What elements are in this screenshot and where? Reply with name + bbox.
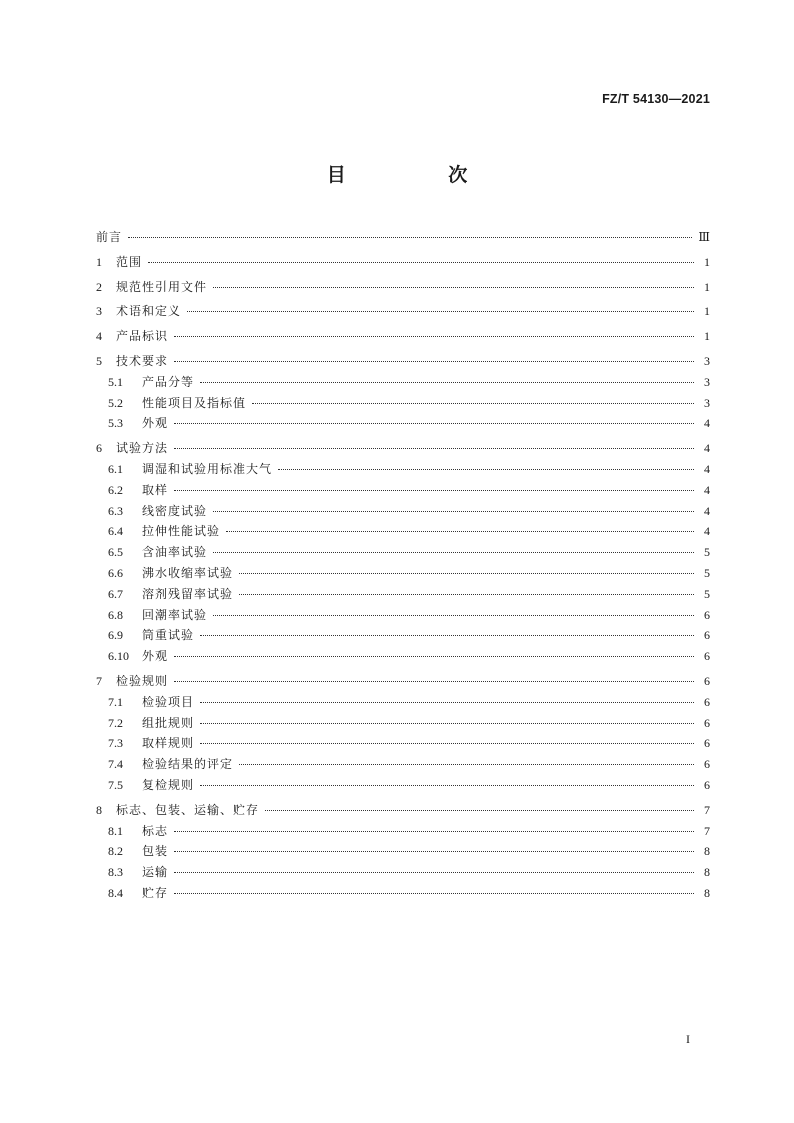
toc-entry-page: 6 xyxy=(704,736,710,751)
toc-entry-number: 4 xyxy=(96,329,102,344)
toc-entry xyxy=(96,302,710,323)
toc-leader-dots xyxy=(174,361,694,362)
document-code: FZ/T 54130—2021 xyxy=(602,92,710,106)
page-number: I xyxy=(686,1032,690,1046)
toc-leader-dots xyxy=(174,336,694,337)
toc-entry xyxy=(96,253,710,274)
toc-entry-title: 溶剂残留率试验 xyxy=(142,586,234,601)
toc-leader-dots xyxy=(213,287,694,288)
toc-entry xyxy=(96,564,710,585)
toc-entry-number: 6.6 xyxy=(108,565,123,580)
toc-entry-number: 6.3 xyxy=(108,503,123,518)
toc-entry-title: 线密度试验 xyxy=(142,503,208,518)
toc-entry-title: 性能项目及指标值 xyxy=(142,395,247,410)
toc-entry-title: 取样规则 xyxy=(142,736,195,751)
toc-entry-title: 产品标识 xyxy=(116,329,169,344)
toc-entry-page: 5 xyxy=(704,545,710,560)
toc-entry xyxy=(96,502,710,523)
toc-entry xyxy=(96,884,710,905)
toc-entry-number: 5 xyxy=(96,353,102,368)
toc-entry-page: 4 xyxy=(704,482,710,497)
toc-entry-page: 1 xyxy=(704,279,710,294)
toc-entry-title: 调湿和试验用标准大气 xyxy=(142,461,273,476)
toc-entry xyxy=(96,755,710,776)
toc-entry-number: 8.2 xyxy=(108,844,123,859)
toc-entry-number: 5.1 xyxy=(108,374,123,389)
toc-entry-page: 3 xyxy=(704,395,710,410)
toc-entry-page: 7 xyxy=(704,823,710,838)
toc-entry-page: 6 xyxy=(704,649,710,664)
toc-entry-title: 外观 xyxy=(142,416,169,431)
toc-entry-page: 3 xyxy=(704,353,710,368)
toc-entry xyxy=(96,352,710,373)
toc-entry xyxy=(96,672,710,693)
toc-entry-number: 6.1 xyxy=(108,461,123,476)
page-title: 目 次 xyxy=(326,164,516,186)
toc-leader-dots xyxy=(278,469,694,470)
toc-entry-page: 4 xyxy=(704,441,710,456)
toc-entry-page: 6 xyxy=(704,757,710,772)
toc-entry xyxy=(96,414,710,435)
toc-entry-page: 6 xyxy=(704,777,710,792)
toc-entry-title: 标志、包装、运输、贮存 xyxy=(116,802,260,817)
toc-entry-title: 运输 xyxy=(142,865,169,880)
toc-entry-page: 6 xyxy=(704,673,710,688)
toc-leader-dots xyxy=(226,531,694,532)
toc-entry-title: 范围 xyxy=(116,254,143,269)
toc-leader-dots xyxy=(148,262,694,263)
toc-leader-dots xyxy=(239,764,694,765)
toc-entry-page: 4 xyxy=(704,524,710,539)
toc-entry-title: 检验项目 xyxy=(142,694,195,709)
toc-entry-number: 7.5 xyxy=(108,777,123,792)
toc-entry-title: 筒重试验 xyxy=(142,628,195,643)
toc-leader-dots xyxy=(213,552,694,553)
toc-entry-number: 1 xyxy=(96,254,102,269)
toc-entry-title: 外观 xyxy=(142,649,169,664)
toc-entry xyxy=(96,543,710,564)
toc-entry xyxy=(96,776,710,797)
toc-entry xyxy=(96,327,710,348)
toc-leader-dots xyxy=(200,723,694,724)
toc-entry-number: 5.3 xyxy=(108,416,123,431)
toc-entry-page: 6 xyxy=(704,628,710,643)
toc-leader-dots xyxy=(213,615,694,616)
toc-leader-dots xyxy=(213,511,694,512)
toc-entry-page: 4 xyxy=(704,416,710,431)
toc-entry-title: 前言 xyxy=(96,230,123,244)
toc-leader-dots xyxy=(174,851,694,852)
toc-entry-page: 8 xyxy=(704,885,710,900)
toc-entry-title: 检验结果的评定 xyxy=(142,757,234,772)
toc-entry-title: 贮存 xyxy=(142,885,169,900)
toc-leader-dots xyxy=(187,311,694,312)
toc-entry xyxy=(96,822,710,843)
toc-entry-number: 6.9 xyxy=(108,628,123,643)
toc-entry-number: 6.4 xyxy=(108,524,123,539)
toc-entry-page: 6 xyxy=(704,607,710,622)
toc-entry xyxy=(96,460,710,481)
toc-entry-title: 产品分等 xyxy=(142,374,195,389)
toc-entry-number: 8.3 xyxy=(108,865,123,880)
toc-entry-page: 4 xyxy=(704,503,710,518)
toc-entry-number: 6.7 xyxy=(108,586,123,601)
toc-entry-number: 3 xyxy=(96,304,102,319)
toc-entry-page: 3 xyxy=(704,374,710,389)
toc-entry-number: 6.2 xyxy=(108,482,123,497)
toc-entry-number: 7.4 xyxy=(108,757,123,772)
toc-entry xyxy=(96,734,710,755)
toc-leader-dots xyxy=(239,573,694,574)
toc-leader-dots xyxy=(239,594,694,595)
toc-leader-dots xyxy=(200,785,694,786)
toc-entry-number: 7.1 xyxy=(108,694,123,709)
toc-leader-dots xyxy=(174,872,694,873)
toc-leader-dots xyxy=(252,403,694,404)
toc-entry-title: 标志 xyxy=(142,823,169,838)
toc-leader-dots xyxy=(128,237,692,238)
toc-entry-number: 6 xyxy=(96,441,102,456)
toc-entry xyxy=(96,714,710,735)
toc-entry-number: 8.4 xyxy=(108,885,123,900)
toc-entry-title: 术语和定义 xyxy=(116,304,182,319)
toc-entry xyxy=(96,606,710,627)
toc-entry xyxy=(96,585,710,606)
toc-entry xyxy=(96,373,710,394)
toc-entry xyxy=(96,522,710,543)
toc-entry xyxy=(96,626,710,647)
toc-entry-number: 7.2 xyxy=(108,715,123,730)
toc-leader-dots xyxy=(200,635,694,636)
toc-entry-page: 5 xyxy=(704,586,710,601)
toc-entry-title: 回潮率试验 xyxy=(142,607,208,622)
toc-entry xyxy=(96,801,710,822)
toc-entry-title: 取样 xyxy=(142,482,169,497)
toc-entry xyxy=(96,863,710,884)
toc-entry xyxy=(96,439,710,460)
toc-entry-number: 8.1 xyxy=(108,823,123,838)
toc-entry-title: 复检规则 xyxy=(142,777,195,792)
toc-leader-dots xyxy=(174,681,694,682)
toc-entry-page: 4 xyxy=(704,461,710,476)
toc-leader-dots xyxy=(200,702,694,703)
toc-entry-title: 技术要求 xyxy=(116,353,169,368)
toc-entry-number: 8 xyxy=(96,802,102,817)
toc-entry-title: 拉伸性能试验 xyxy=(142,524,221,539)
toc-leader-dots xyxy=(200,382,694,383)
toc-entry-page: 1 xyxy=(704,254,710,269)
toc-entry-title: 组批规则 xyxy=(142,715,195,730)
toc-entry-page: 6 xyxy=(704,694,710,709)
toc-leader-dots xyxy=(174,893,694,894)
toc-entry-page: 1 xyxy=(704,304,710,319)
toc-entry-number: 5.2 xyxy=(108,395,123,410)
toc-entry-number: 6.8 xyxy=(108,607,123,622)
toc-entry-page: 7 xyxy=(704,802,710,817)
toc-entry-number: 7 xyxy=(96,673,102,688)
toc-entry xyxy=(96,693,710,714)
toc-entry-page: Ⅲ xyxy=(698,230,710,244)
toc-entry-title: 含油率试验 xyxy=(142,545,208,560)
toc-entry xyxy=(96,647,710,668)
toc-entry-number: 6.5 xyxy=(108,545,123,560)
toc-entry-number: 7.3 xyxy=(108,736,123,751)
toc-leader-dots xyxy=(200,743,694,744)
toc-entry-page: 6 xyxy=(704,715,710,730)
toc-entry-title: 沸水收缩率试验 xyxy=(142,565,234,580)
toc-leader-dots xyxy=(265,810,694,811)
toc-entry-page: 8 xyxy=(704,865,710,880)
toc-entry-page: 8 xyxy=(704,844,710,859)
toc-entry-number: 6.10 xyxy=(108,649,129,664)
toc-leader-dots xyxy=(174,423,694,424)
toc-entry xyxy=(96,481,710,502)
toc-entry-title: 规范性引用文件 xyxy=(116,279,208,294)
toc-entry xyxy=(96,394,710,415)
toc-entry-title: 试验方法 xyxy=(116,441,169,456)
toc-entry xyxy=(96,842,710,863)
toc-leader-dots xyxy=(174,831,694,832)
toc-entry xyxy=(96,228,710,249)
toc-entry-page: 5 xyxy=(704,565,710,580)
toc-entry-number: 2 xyxy=(96,279,102,294)
toc-leader-dots xyxy=(174,490,694,491)
toc-leader-dots xyxy=(174,448,694,449)
toc-entry-title: 检验规则 xyxy=(116,673,169,688)
toc-entry-page: 1 xyxy=(704,329,710,344)
toc-entry xyxy=(96,278,710,299)
toc-entry-title: 包装 xyxy=(142,844,169,859)
toc-leader-dots xyxy=(174,656,694,657)
table-of-contents xyxy=(96,228,710,905)
